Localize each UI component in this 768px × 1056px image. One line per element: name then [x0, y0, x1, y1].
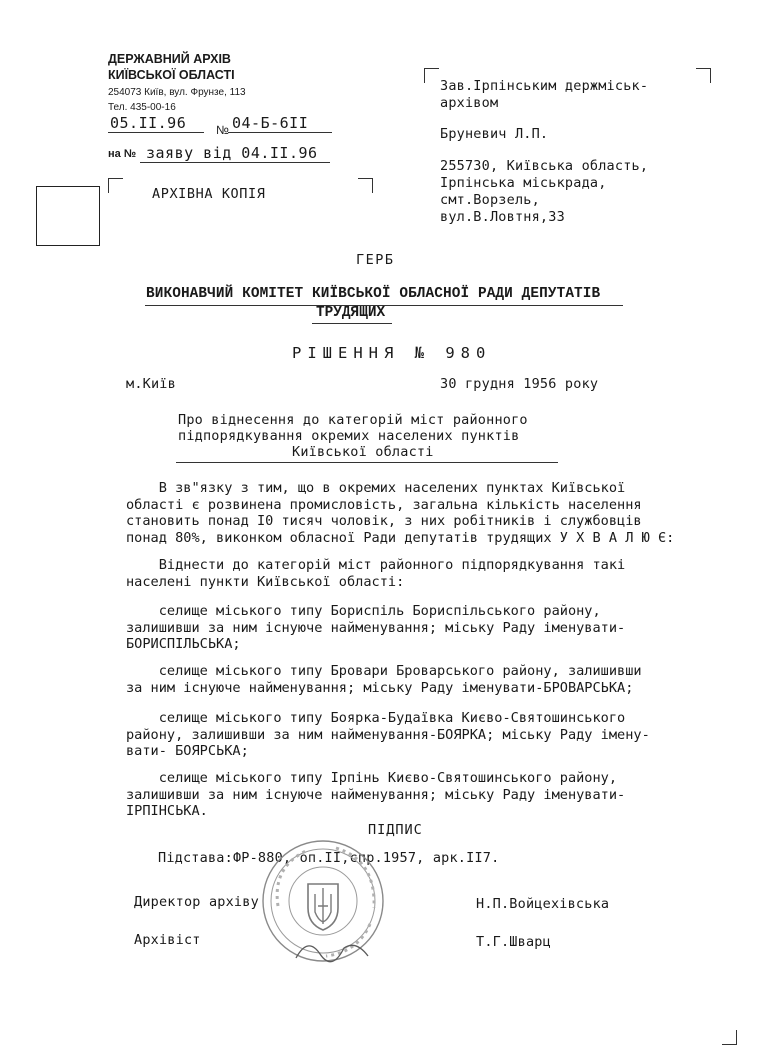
signature-word: ПІДПИС	[368, 822, 423, 838]
handwritten-signature	[290, 930, 380, 970]
archive-name-line1: ДЕРЖАВНИЙ АРХІВ	[108, 52, 231, 66]
recipient-corner-tr	[696, 68, 711, 83]
outgoing-date: 05.II.96	[110, 114, 187, 132]
subject-line1: Про віднесення до категорій міст районного	[178, 412, 528, 428]
archive-phone: Тел. 435-00-16	[108, 102, 176, 113]
recipient-line: Ірпінська міськрада,	[440, 174, 607, 191]
reply-reference: заяву від 04.II.96	[146, 144, 318, 162]
recipient-block	[440, 78, 648, 226]
reply-underline	[140, 162, 330, 163]
outgoing-number: 04-Б-6II	[232, 114, 309, 132]
decision-date: 30 грудня 1956 року	[440, 376, 599, 392]
role-director: Директор архіву	[134, 894, 259, 910]
paragraph-irpin: селище міського типу Ірпінь Києво-Святошинського району, залишивши за ним існуюче найменування; міську Раду іменувати- ІРПІНСЬКА.	[126, 770, 626, 819]
decision-title: РІШЕННЯ № 980	[292, 344, 492, 362]
archive-name-line2: КИЇВСЬКОЇ ОБЛАСТІ	[108, 68, 235, 82]
issuer-line1: ВИКОНАВЧИЙ КОМІТЕТ КИЇВСЬКОЇ ОБЛАСНОЇ РАДИ ДЕПУТАТІВ	[146, 286, 601, 302]
subject-underline	[176, 462, 558, 463]
basis-line: Підстава:ФР-880, оп.II,спр.1957, арк.II7.	[158, 850, 500, 866]
recipient-line: Бруневич Л.П.	[440, 126, 549, 143]
number-underline	[228, 132, 332, 133]
corner-mark-br	[722, 1030, 737, 1045]
recipient-line: вул.В.Ловтня,33	[440, 209, 565, 226]
issuer-line2: ТРУДЯЩИХ	[316, 305, 386, 321]
name-director: Н.П.Войцехівська	[476, 896, 610, 912]
paragraph-resolution: Віднести до категорій міст районного підпорядкування такі населені пункти Київської області:	[126, 557, 626, 590]
recipient-corner-tl	[424, 68, 439, 83]
recipient-spacer	[440, 144, 648, 158]
paragraph-boryspil: селище міського типу Бориспіль Бориспільського району, залишивши за ним існуюче найменування; міську Раду іменувати- БОРИСПІЛЬСЬКА;	[126, 603, 626, 652]
recipient-line: смт.Ворзель,	[440, 192, 540, 209]
copy-title: АРХІВНА КОПІЯ	[152, 186, 266, 202]
paragraph-brovary: селище міського типу Бровари Броварського району, залишивши за ним існуюче найменування; міську Раду іменувати-БРОВАРСЬКА;	[126, 663, 642, 696]
reply-label: на №	[108, 148, 137, 160]
date-underline	[108, 132, 204, 133]
recipient-line: Зав.Ірпінським держміськ-	[440, 78, 649, 94]
subject-line2: підпорядкування окремих населених пунктів	[178, 428, 520, 444]
subject-line3: Київської області	[292, 444, 434, 460]
stamp-box	[36, 186, 100, 246]
archive-address: 254073 Київ, вул. Фрунзе, 113	[108, 87, 246, 98]
copy-corner-tl	[108, 178, 123, 193]
paragraph-boiarka: селище міського типу Боярка-Будаївка Києво-Святошинського району, залишивши за ним найменування-БОЯРКА; міську Раду імену- вати- БОЯРСЬКА;	[126, 710, 650, 759]
name-archivist: Т.Г.Шварц	[476, 934, 551, 950]
emblem-word: ГЕРБ	[356, 252, 395, 268]
recipient-spacer	[440, 112, 648, 126]
decision-place: м.Київ	[126, 376, 176, 392]
number-label: №	[216, 123, 229, 137]
copy-corner-tr	[358, 178, 373, 193]
recipient-line: архівом	[440, 95, 499, 112]
issuer-underline2	[312, 323, 392, 324]
recipient-line: 255730, Київська область,	[440, 157, 649, 174]
paragraph-preamble: В зв"язку з тим, що в окремих населених пунктах Київської області є розвинена промисловість, загальна кількість населення становить понад I0 тисяч чоловік, з них робітників і службовців понад 80%, виконком обласної Ради депутатів трудящих У Х В А Л Ю Є:	[126, 480, 675, 546]
role-archivist: Архівіст	[134, 932, 201, 948]
